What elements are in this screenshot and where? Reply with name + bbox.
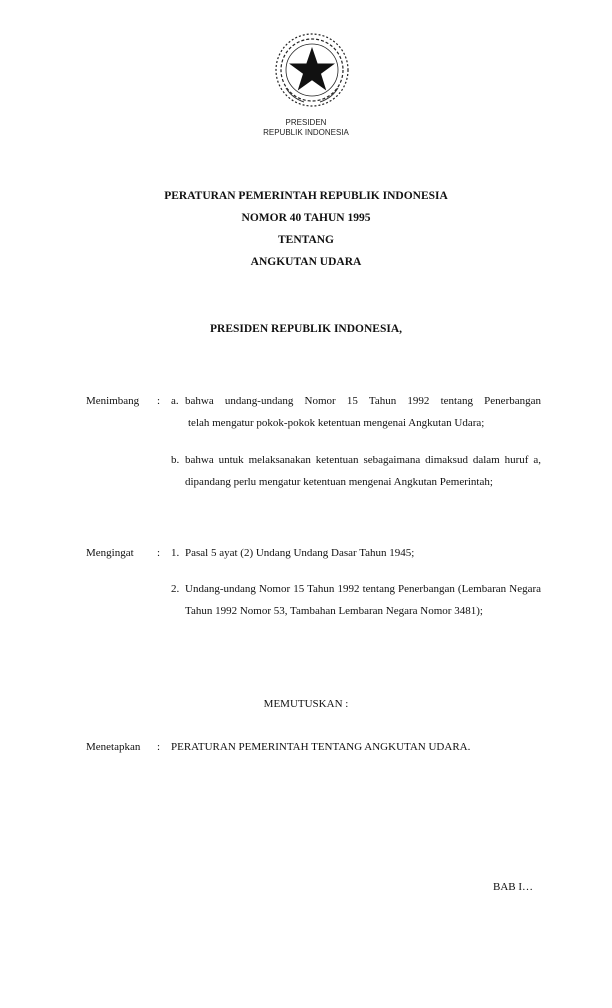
mengingat-1-text: Pasal 5 ayat (2) Undang Undang Dasar Tahun 1945; bbox=[185, 547, 415, 559]
mengingat-2-marker: 2. bbox=[171, 583, 180, 595]
presidential-emblem-icon bbox=[272, 30, 352, 110]
menetapkan-text: PERATURAN PEMERINTAH TENTANG ANGKUTAN UDARA. bbox=[171, 741, 471, 753]
regulation-title: PERATURAN PEMERINTAH REPUBLIK INDONESIA bbox=[164, 190, 448, 202]
issuer-heading: PRESIDEN REPUBLIK INDONESIA, bbox=[209, 323, 403, 335]
mengingat-colon: : bbox=[157, 547, 161, 559]
menetapkan-colon: : bbox=[157, 741, 161, 753]
menimbang-colon: : bbox=[157, 395, 161, 407]
next-page-marker: BAB I… bbox=[493, 881, 534, 893]
menetapkan-label: Menetapkan bbox=[86, 741, 141, 753]
regulation-subject: ANGKUTAN UDARA bbox=[250, 256, 362, 268]
menimbang-a-line1: bahwa undang-undang Nomor 15 Tahun 1992 tentang Penerbangan bbox=[185, 395, 541, 407]
menimbang-b-text: bahwa untuk melaksanakan ketentuan sebagaimana dimaksud dalam huruf a, dipandang perlu mengatur ketentuan mengenai Angkutan Pemerintah; bbox=[185, 454, 541, 488]
menimbang-a-marker: a. bbox=[171, 395, 179, 407]
regulation-about: TENTANG bbox=[277, 234, 335, 246]
memutuskan-heading: MEMUTUSKAN : bbox=[263, 698, 349, 710]
menimbang-label: Menimbang bbox=[86, 395, 140, 407]
menimbang-b-marker: b. bbox=[171, 454, 180, 466]
emblem-caption-republic: REPUBLIK INDONESIA bbox=[263, 128, 349, 137]
emblem-caption-president: PRESIDEN bbox=[285, 118, 327, 127]
menimbang-a-line2: telah mengatur pokok-pokok ketentuan mengenai Angkutan Udara; bbox=[188, 417, 485, 429]
mengingat-label: Mengingat bbox=[86, 547, 134, 559]
regulation-number: NOMOR 40 TAHUN 1995 bbox=[241, 212, 371, 224]
mengingat-2-text: Undang-undang Nomor 15 Tahun 1992 tentang Penerbangan (Lembaran Negara Tahun 1992 Nomor 53, Tambahan Lembaran Negara Nomor 3481); bbox=[185, 583, 541, 617]
mengingat-1-marker: 1. bbox=[171, 547, 180, 559]
